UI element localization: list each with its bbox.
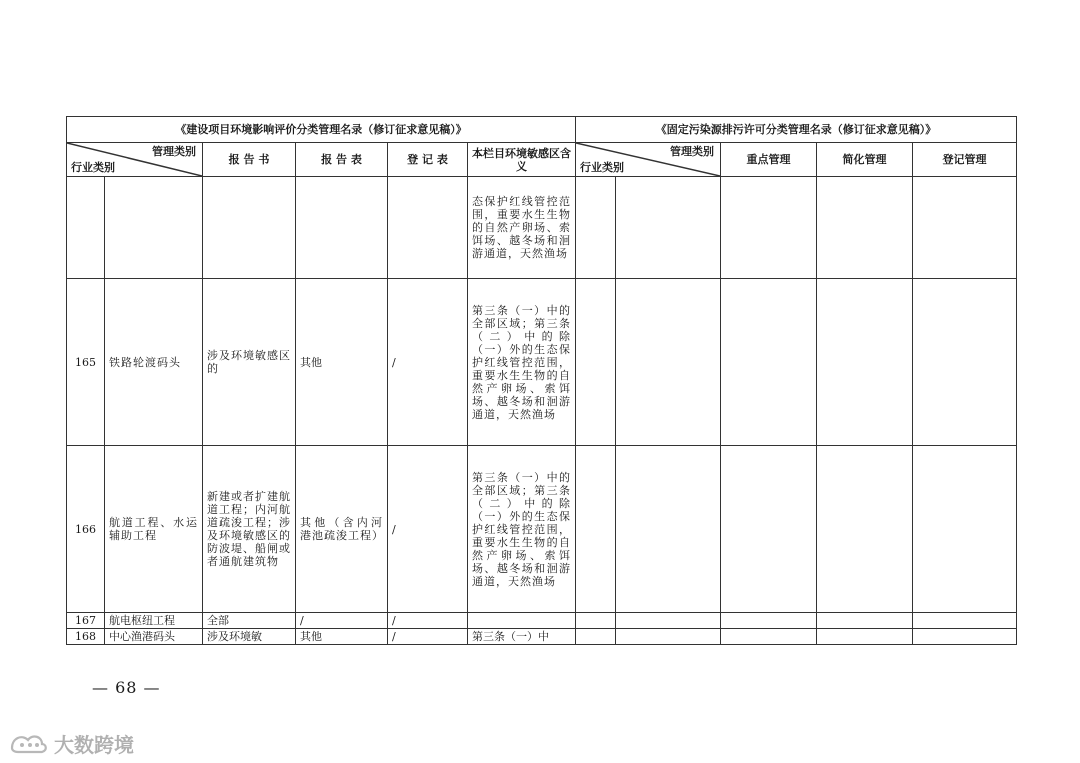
report-form-cell (296, 177, 388, 279)
management-category-label: 管理类别 (670, 145, 715, 158)
registration-cell: / (388, 446, 468, 613)
header-simplified-management: 简化管理 (817, 143, 913, 177)
registration-cell: / (388, 629, 468, 645)
empty-cell (817, 279, 913, 446)
industry-cell: 铁路轮渡码头 (105, 279, 203, 446)
empty-cell (817, 177, 913, 279)
empty-cell (913, 279, 1017, 446)
diagonal-header-left (67, 143, 203, 177)
industry-category-label: 行业类别 (580, 161, 625, 174)
report-form-cell: 其他 (296, 629, 388, 645)
sensitive-area-cell: 第三条（一）中的全部区域；第三条（二）中的除（一）外的生态保护红线管控范围，重要水生生物的自然产卵场、索饵场、越冬场和洄游通道，天然渔场 (468, 279, 576, 446)
report-form-cell: 其他 (296, 279, 388, 446)
header-report-book: 报 告 书 (203, 143, 296, 177)
row-number: 168 (67, 629, 105, 645)
empty-cell (616, 177, 721, 279)
empty-cell (817, 629, 913, 645)
title-row (67, 117, 1017, 143)
empty-cell (721, 446, 817, 613)
row-number: 167 (67, 613, 105, 629)
diagonal-header-right (576, 143, 721, 177)
header-sensitive-area: 本栏目环境敏感区含义 (468, 143, 576, 177)
empty-cell (913, 613, 1017, 629)
sensitive-area-cell: 第三条（一）中 (468, 629, 576, 645)
watermark (8, 728, 134, 758)
report-book-cell: 新建或者扩建航道工程；内河航道疏浚工程；涉及环境敏感区的防波堤、船闸或者通航建筑物 (203, 446, 296, 613)
left-catalog-title: 《建设项目环境影响评价分类管理名录（修订征求意见稿）》 (67, 117, 576, 143)
sensitive-area-cell (468, 613, 576, 629)
registration-cell: / (388, 279, 468, 446)
industry-cell: 中心渔港码头 (105, 629, 203, 645)
empty-cell (576, 613, 616, 629)
table-row (67, 613, 1017, 629)
header-row (67, 143, 1017, 177)
watermark-text: 大数跨境 (54, 732, 134, 757)
header-key-management: 重点管理 (721, 143, 817, 177)
empty-cell (817, 446, 913, 613)
report-book-cell: 涉及环境敏 (203, 629, 296, 645)
sensitive-area-cell: 态保护红线管控范围，重要水生生物的自然产卵场、索饵场、越冬场和洄游通道，天然渔场 (468, 177, 576, 279)
industry-category-label: 行业类别 (71, 161, 115, 174)
row-number: 166 (67, 446, 105, 613)
report-book-cell: 全部 (203, 613, 296, 629)
report-form-cell: / (296, 613, 388, 629)
registration-cell (388, 177, 468, 279)
industry-cell: 航道工程、水运辅助工程 (105, 446, 203, 613)
report-form-cell: 其他（含内河港池疏浚工程） (296, 446, 388, 613)
catalog-table (66, 116, 1017, 645)
empty-cell (616, 613, 721, 629)
empty-cell (721, 629, 817, 645)
header-registration: 登 记 表 (388, 143, 468, 177)
empty-cell (576, 446, 616, 613)
right-catalog-title: 《固定污染源排污许可分类管理名录（修订征求意见稿）》 (576, 117, 1017, 143)
table-row (67, 177, 1017, 279)
table-row (67, 446, 1017, 613)
empty-cell (576, 279, 616, 446)
empty-cell (721, 279, 817, 446)
empty-cell (576, 629, 616, 645)
row-number: 165 (67, 279, 105, 446)
industry-cell: 航电枢纽工程 (105, 613, 203, 629)
empty-cell (576, 177, 616, 279)
header-report-form: 报 告 表 (296, 143, 388, 177)
watermark-logo-icon (8, 728, 50, 758)
empty-cell (913, 446, 1017, 613)
management-category-label: 管理类别 (152, 145, 196, 158)
registration-cell: / (388, 613, 468, 629)
empty-cell (721, 613, 817, 629)
page-number: — 68 — (92, 678, 161, 697)
empty-cell (817, 613, 913, 629)
report-book-cell (203, 177, 296, 279)
table-row (67, 279, 1017, 446)
industry-cell (105, 177, 203, 279)
empty-cell (721, 177, 817, 279)
table-row (67, 629, 1017, 645)
empty-cell (616, 446, 721, 613)
report-book-cell: 涉及环境敏感区的 (203, 279, 296, 446)
header-registration-management: 登记管理 (913, 143, 1017, 177)
empty-cell (616, 279, 721, 446)
empty-cell (913, 177, 1017, 279)
sensitive-area-cell: 第三条（一）中的全部区域；第三条（二）中的除（一）外的生态保护红线管控范围，重要水生生物的自然产卵场、索饵场、越冬场和洄游通道，天然渔场 (468, 446, 576, 613)
empty-cell (616, 629, 721, 645)
empty-cell (913, 629, 1017, 645)
row-number (67, 177, 105, 279)
